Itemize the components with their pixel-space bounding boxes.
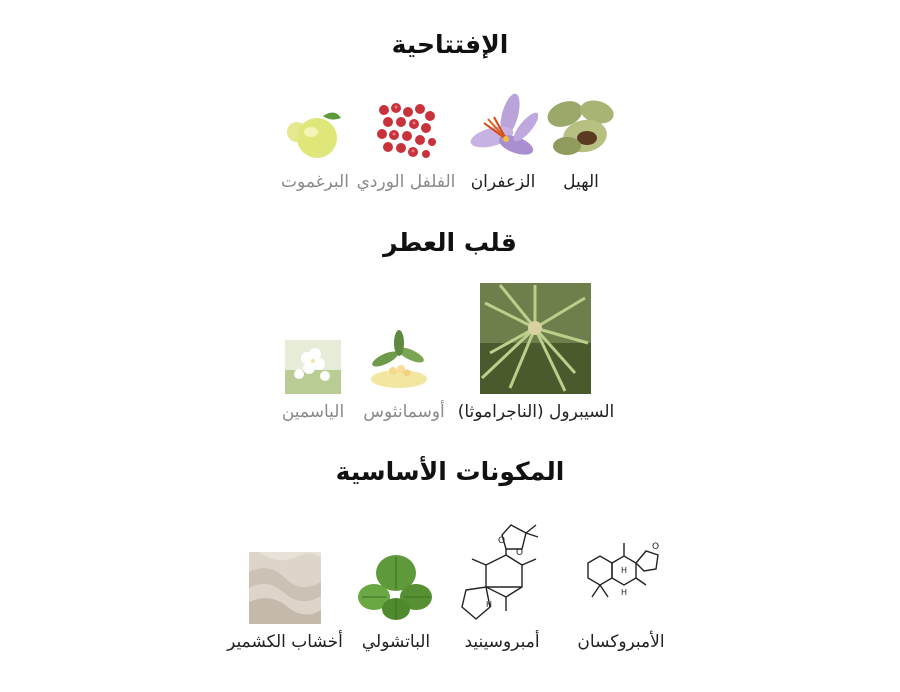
note-label-bergamot: البرغموت [281,172,349,192]
cypriol-plant-image [480,283,591,394]
svg-text:H: H [486,600,493,609]
saffron-image [466,93,538,161]
note-label-jasmine: الياسمين [281,402,345,422]
section-title-base-notes: المكونات الأساسية [335,457,565,486]
cashmere-fabric-image [249,552,321,624]
svg-text:O: O [498,536,506,546]
section-title-heart-notes: قلب العطر [383,228,517,257]
note-label-ambroxan: الأمبروكسان [577,632,665,652]
note-label-patchouli: الباتشولي [361,632,431,652]
note-label-cashmere-wood: أخشاب الكشمير [227,632,343,652]
pink-pepper-image [374,100,439,162]
note-label-saffron: الزعفران [470,172,536,192]
note-label-cardamom: الهيل [563,172,599,192]
patchouli-leaves-image [356,549,435,624]
jasmine-image [285,340,341,394]
svg-text:H: H [621,588,628,597]
bergamot-image [287,106,343,162]
section-title-top-notes: الإفتتاحية [391,30,509,59]
osmanthus-image [365,329,433,394]
note-label-pink-pepper: الفلفل الوردي [356,172,456,192]
note-label-osmanthus: أوسمانثوس [363,402,445,422]
cardamom-image [545,96,618,160]
svg-text:H: H [621,566,628,575]
note-label-ambrocenide: أمبروسينيد [464,632,540,652]
svg-text:O: O [516,548,524,558]
note-label-cypriol: السيبرول (الناجراموثا) [457,402,615,422]
ambrocenide-molecule-image [456,515,546,625]
svg-text:O: O [652,542,660,552]
ambroxan-molecule-image [578,533,668,608]
